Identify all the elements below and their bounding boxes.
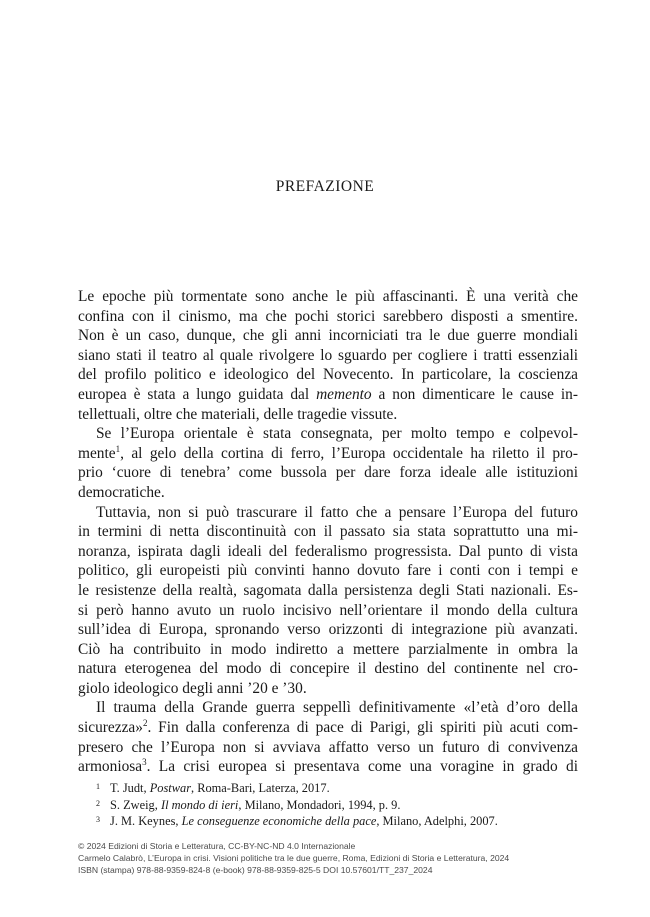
footnote-number: 1	[96, 782, 100, 791]
body-line: le resistenze della realtà, sagomata dalla persistenza degli Stati nazionali. Es-	[78, 581, 578, 599]
body-line: noranza, ispirata dagli ideali del federalismo progressista. Dal punto di vista	[78, 542, 578, 560]
body-line: natura eterogenea del modo di concepire il destino del continente nel cro-	[78, 660, 578, 678]
body-line: in termini di netta discontinuità con il passato sia stata soprattutto una mi-	[78, 523, 578, 541]
body-line: Ciò ha contribuito in modo indiretto a mettere parzialmente in ombra la	[78, 640, 578, 658]
body-line: Le epoche più tormentate sono anche le più affascinanti. È una verità che	[78, 288, 578, 305]
footnote-number: 2	[96, 798, 100, 808]
body-line: Tuttavia, non si può trascurare il fatto che a pensare l’Europa del futuro	[96, 503, 578, 521]
body-line: Il trauma della Grande guerra seppellì definitivamente «l’età d’oro della	[96, 699, 578, 717]
body-line: armoniosa$^3$. La crisi europea si presentava come una voragine in grado di	[78, 757, 578, 776]
body-line: mente$^1$, al gelo della cortina di ferro, l’Europa occidentale ha riletto il pro-	[78, 443, 578, 462]
colophon-isbn: ISBN (stampa) 978-88-9359-824-8 (e-book) 978-88-9359-825-5 DOI 10.57601/TT_237_2024	[78, 865, 433, 875]
body-line: giolo ideologico degli anni ’20 e ’30.	[78, 679, 307, 697]
body-text	[78, 287, 578, 777]
body-line: Se l’Europa orientale è stata consegnata, per molto tempo e colpevol-	[96, 425, 578, 443]
footnote-ref[interactable]: 3	[142, 757, 147, 768]
footnote-ref[interactable]: 1	[115, 443, 121, 454]
body-line: presero che l’Europa non si avviava affatto verso un futuro di convivenza	[78, 738, 578, 756]
body-line: democratiche.	[78, 483, 165, 501]
body-line: confina con il cinismo, ma che pochi storici sarebbero disposti a smentire.	[78, 307, 578, 325]
footnote-ref[interactable]: 2	[142, 717, 148, 728]
footnote-number: 3	[96, 815, 100, 824]
body-line: tellettuali, oltre che materiali, delle tragedie vissute.	[78, 405, 398, 423]
footnote: 3 J. M. Keynes, Le conseguenze economiche della pace, Milano, Adelphi, 2007.	[96, 814, 498, 828]
footnotes	[96, 779, 576, 829]
body-line: sicurezza»$^2$. Fin dalla conferenza di pace di Parigi, gli spiriti più acuti com-	[78, 717, 578, 737]
footnote-title: Le conseguenze economiche della pace	[181, 814, 377, 828]
emphasis: memento	[316, 385, 372, 403]
footnote: 1 T. Judt, Postwar, Roma-Bari, Laterza, 2017.	[96, 781, 330, 795]
body-line: del profilo politico e ideologico del Novecento. In particolare, la coscienza	[78, 366, 578, 384]
footnote-title: Il mondo di ieri	[160, 797, 239, 812]
body-line: sull’idea di Europa, spronando verso orizzonti di integrazione più avanzati.	[78, 621, 578, 639]
body-line: europea è stata a lungo guidata dal memento a non dimenticare le cause in-	[78, 385, 578, 403]
footnote: 2 S. Zweig, Il mondo di ieri, Milano, Mondadori, 1994, p. 9.	[96, 797, 401, 812]
page-title: PREFAZIONE	[275, 178, 375, 195]
colophon-license: © 2024 Edizioni di Storia e Letteratura, CC-BY-NC-ND 4.0 Internazionale	[78, 841, 356, 851]
footnote-title: Postwar	[149, 781, 192, 795]
body-line: prio ‘cuore di tenebra’ come bussola per dare forza ideale alle istituzioni	[78, 464, 578, 482]
body-line: si però hanno avuto un ruolo incisivo nell’orientare il mondo della cultura	[78, 601, 578, 619]
body-line: siano stati il teatro al quale rivolgere lo sguardo per cogliere i tratti essenziali	[78, 346, 578, 364]
body-line: Non è un caso, dunque, che gli anni incorniciati tra le due guerre mondiali	[78, 327, 578, 345]
colophon	[78, 840, 638, 876]
colophon-citation: Carmelo Calabrò, L’Europa in crisi. Visioni politiche tra le due guerre, Roma, Edizioni di Storia e Letteratura, 2024	[78, 853, 510, 863]
body-line: politico, gli europeisti più convinti hanno dovuto fare i conti con i tempi e	[78, 562, 578, 580]
